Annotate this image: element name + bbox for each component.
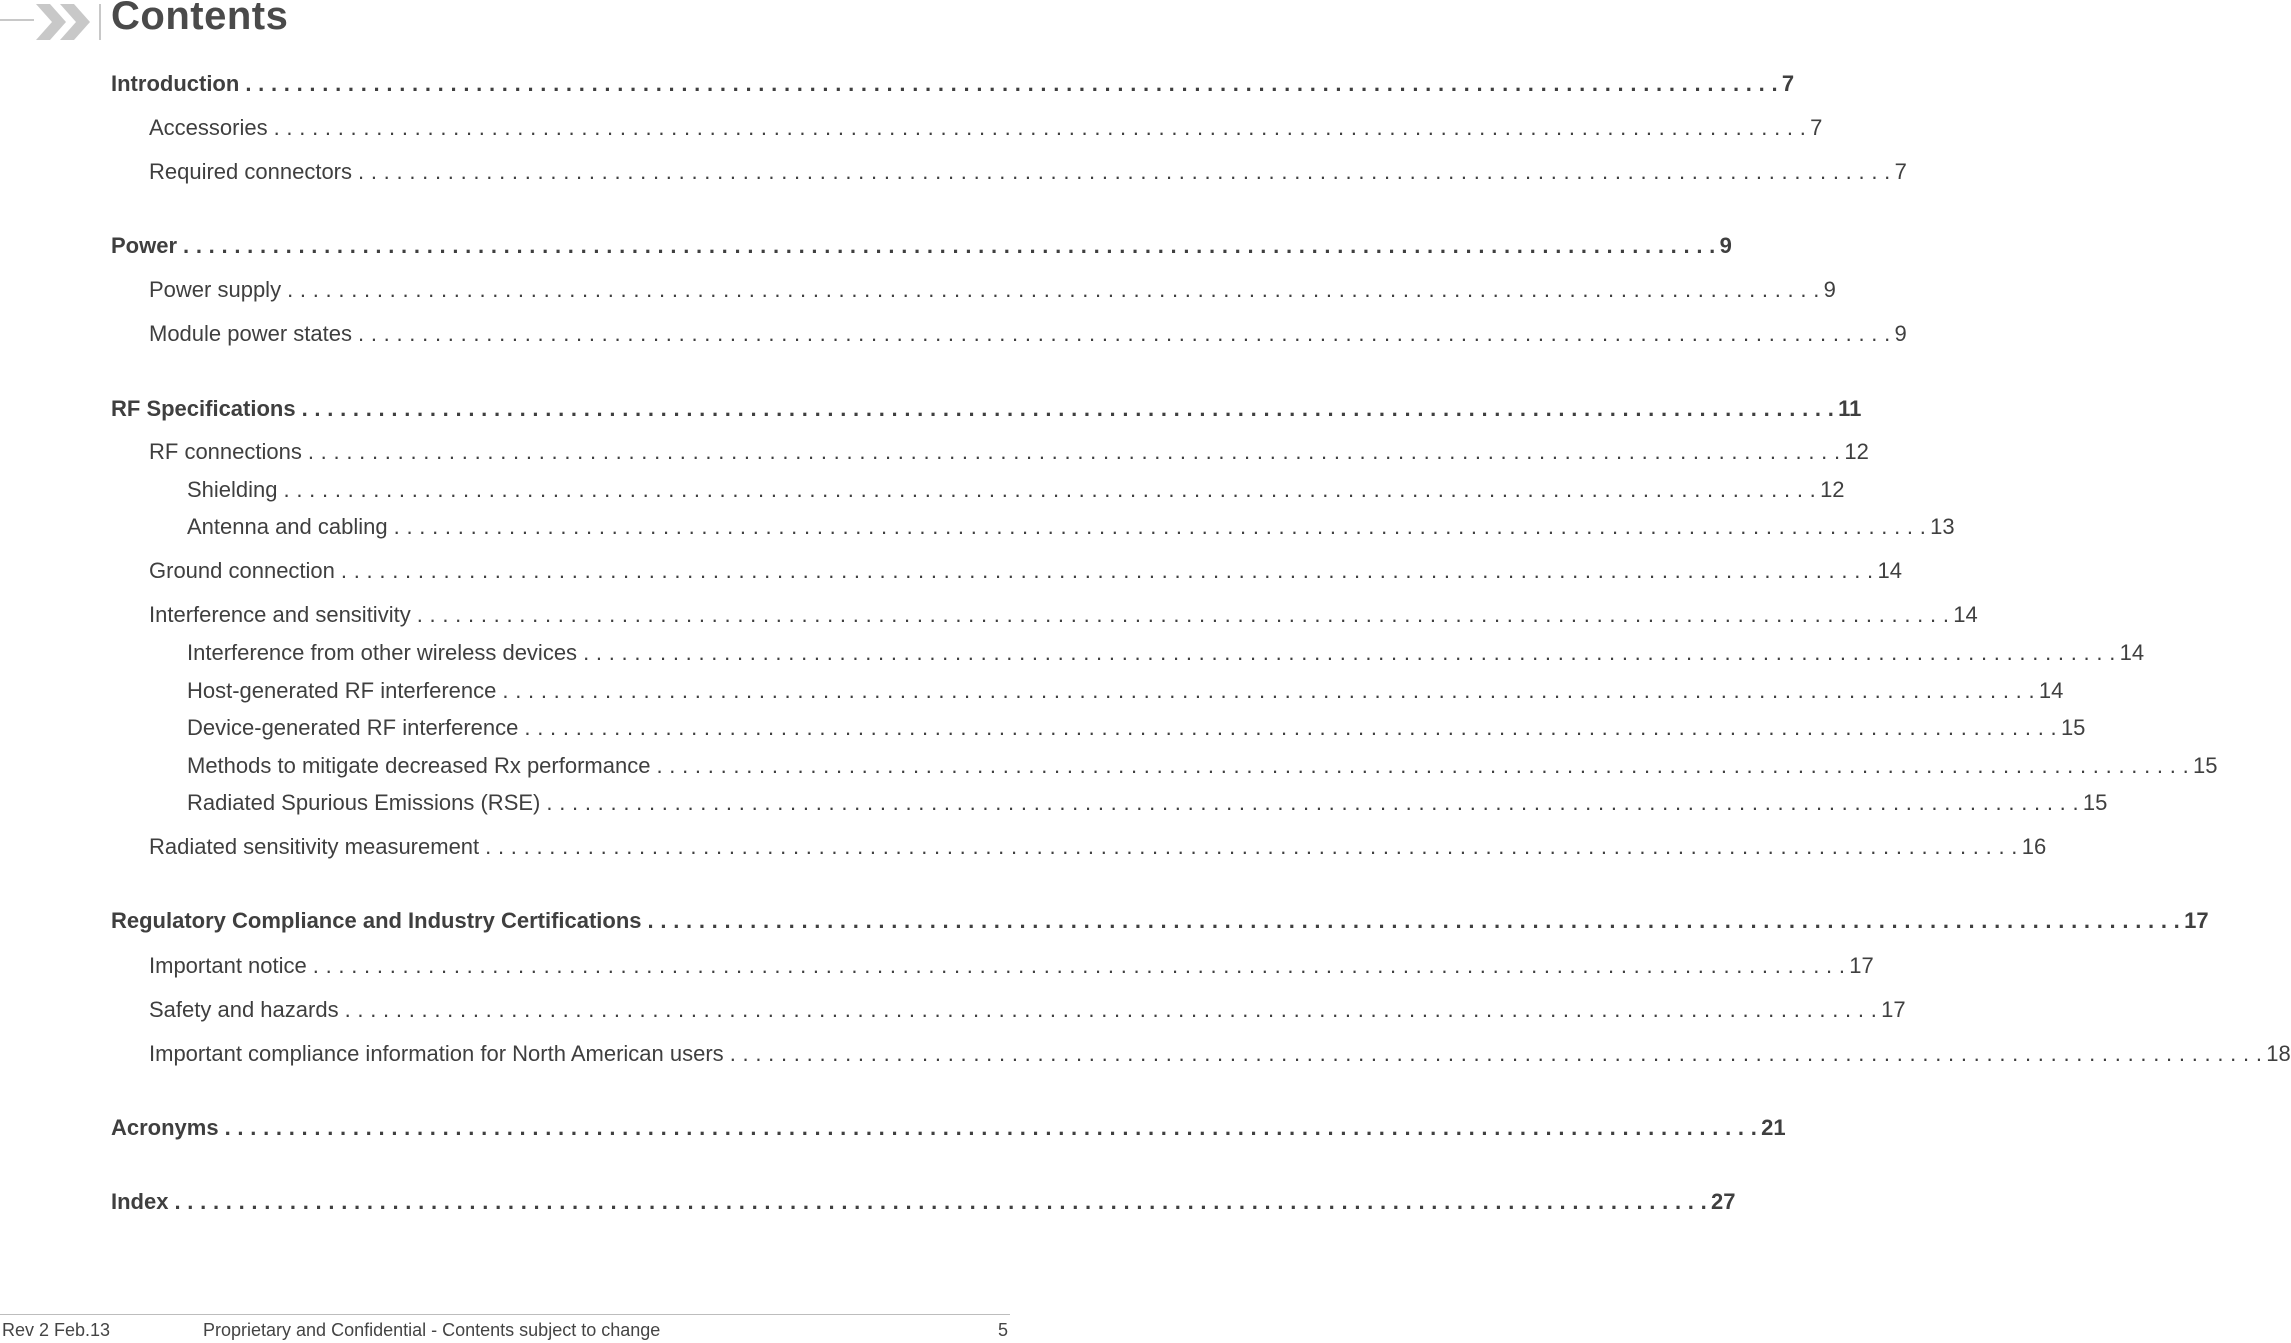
toc-entry-title: Index	[111, 1189, 169, 1214]
dot-leader: . . . . . . . . . . . . . . . . . . . . . . . . . . . . . . . . . . . . . . . . . . . . . . . . . . . . . . . . . . . . . . . . . . . . . . . . . . . . . . . . . . . . . . . . . . . . . . . . . . . . . . . . . . . . . . . . . . . . . . . .	[312, 953, 1846, 978]
footer-page-number: 5	[997, 1320, 1008, 1340]
toc-entry-page: 14	[2038, 678, 2064, 703]
toc-entry-title: Radiated sensitivity measurement	[149, 834, 480, 859]
toc-entry-page: 13	[1930, 514, 1955, 539]
toc-entry-page: 15	[2060, 715, 2086, 740]
footer-divider	[0, 1314, 1010, 1315]
toc-entry-page: 18	[2266, 1041, 2291, 1066]
dot-leader: . . . . . . . . . . . . . . . . . . . . . . . . . . . . . . . . . . . . . . . . . . . . . . . . . . . . . . . . . . . . . . . . . . . . . . . . . . . . . . . . . . . . . . . . . . . . . . . . . . . . . . . . . . . . . . . . . . . . . . . .	[245, 71, 1778, 96]
toc-entry-title: Shielding	[187, 477, 278, 502]
toc-entry-title: Required connectors	[149, 159, 353, 184]
toc-entry-title: Introduction	[111, 71, 240, 96]
toc-entry[interactable]	[187, 514, 1955, 540]
toc-entry-title: Radiated Spurious Emissions (RSE)	[187, 790, 541, 815]
toc-entry-page: 27	[1711, 1189, 1736, 1214]
toc-entry-page: 9	[1823, 277, 1836, 302]
toc-entry[interactable]	[149, 953, 1874, 979]
dot-leader: . . . . . . . . . . . . . . . . . . . . . . . . . . . . . . . . . . . . . . . . . . . . . . . . . . . . . . . . . . . . . . . . . . . . . . . . . . . . . . . . . . . . . . . . . . . . . . . . . . . . . . . . . . . . . . . . . . . . . . . .	[485, 834, 2018, 859]
toc-entry[interactable]	[149, 997, 1906, 1023]
toc-entry-page: 17	[1849, 953, 1874, 978]
toc-entry[interactable]	[149, 277, 1836, 303]
page-title: Contents	[111, 0, 289, 38]
dot-leader: . . . . . . . . . . . . . . . . . . . . . . . . . . . . . . . . . . . . . . . . . . . . . . . . . . . . . . . . . . . . . . . . . . . . . . . . . . . . . . . . . . . . . . . . . . . . . . . . . . . . . . . . . . . . . . . . . . . . . . . .	[174, 1189, 1708, 1214]
toc-entry[interactable]	[149, 439, 1869, 465]
dot-leader: . . . . . . . . . . . . . . . . . . . . . . . . . . . . . . . . . . . . . . . . . . . . . . . . . . . . . . . . . . . . . . . . . . . . . . . . . . . . . . . . . . . . . . . . . . . . . . . . . . . . . . . . . . . . . . . . . . . . . . . .	[340, 558, 1874, 583]
dot-leader: . . . . . . . . . . . . . . . . . . . . . . . . . . . . . . . . . . . . . . . . . . . . . . . . . . . . . . . . . . . . . . . . . . . . . . . . . . . . . . . . . . . . . . . . . . . . . . . . . . . . . . . . . . . . . . . . . . . . . . . .	[301, 396, 1835, 421]
toc-entry-title: Device-generated RF interference	[187, 715, 519, 740]
toc-entry-title: Antenna and cabling	[187, 514, 388, 539]
toc-entry-page: 12	[1844, 439, 1869, 464]
toc-entry[interactable]	[149, 834, 2047, 860]
toc-entry-page: 14	[2119, 640, 2145, 665]
toc-entry-page: 9	[1894, 321, 1907, 346]
toc-entry-page: 14	[1953, 602, 1978, 627]
toc-entry-title: RF Specifications	[111, 396, 296, 421]
toc-entry-title: Safety and hazards	[149, 997, 339, 1022]
dot-leader: . . . . . . . . . . . . . . . . . . . . . . . . . . . . . . . . . . . . . . . . . . . . . . . . . . . . . . . . . . . . . . . . . . . . . . . . . . . . . . . . . . . . . . . . . . . . . . . . . . . . . . . . . . . . . . . . . . . . . . . .	[393, 514, 1927, 539]
dot-leader: . . . . . . . . . . . . . . . . . . . . . . . . . . . . . . . . . . . . . . . . . . . . . . . . . . . . . . . . . . . . . . . . . . . . . . . . . . . . . . . . . . . . . . . . . . . . . . . . . . . . . . . . . . . . . . . . . . . . . . . .	[358, 159, 1891, 184]
toc-entry-page: 7	[1894, 159, 1907, 184]
toc-entry-page: 15	[2193, 753, 2218, 778]
dot-leader: . . . . . . . . . . . . . . . . . . . . . . . . . . . . . . . . . . . . . . . . . . . . . . . . . . . . . . . . . . . . . . . . . . . . . . . . . . . . . . . . . . . . . . . . . . . . . . . . . . . . . . . . . . . . . . . . . . . . . . . .	[524, 715, 2057, 740]
dot-leader: . . . . . . . . . . . . . . . . . . . . . . . . . . . . . . . . . . . . . . . . . . . . . . . . . . . . . . . . . . . . . . . . . . . . . . . . . . . . . . . . . . . . . . . . . . . . . . . . . . . . . . . . . . . . . . . . . . . . . . . .	[656, 753, 2189, 778]
toc-entry-title: RF connections	[149, 439, 302, 464]
dot-leader: . . . . . . . . . . . . . . . . . . . . . . . . . . . . . . . . . . . . . . . . . . . . . . . . . . . . . . . . . . . . . . . . . . . . . . . . . . . . . . . . . . . . . . . . . . . . . . . . . . . . . . . . . . . . . . . . . . . . . . . .	[273, 115, 1807, 140]
toc-entry[interactable]	[111, 1189, 1736, 1215]
footer-notice: Proprietary and Confidential - Contents subject to change	[203, 1320, 661, 1340]
toc-entry-page: 12	[1820, 477, 1845, 502]
footer-revision: Rev 2 Feb.13	[2, 1320, 111, 1340]
toc-entry-page: 11	[1838, 396, 1862, 421]
dot-leader: . . . . . . . . . . . . . . . . . . . . . . . . . . . . . . . . . . . . . . . . . . . . . . . . . . . . . . . . . . . . . . . . . . . . . . . . . . . . . . . . . . . . . . . . . . . . . . . . . . . . . . . . . . . . . . . . . . . . . . . .	[546, 790, 2079, 815]
dot-leader: . . . . . . . . . . . . . . . . . . . . . . . . . . . . . . . . . . . . . . . . . . . . . . . . . . . . . . . . . . . . . . . . . . . . . . . . . . . . . . . . . . . . . . . . . . . . . . . . . . . . . . . . . . . . . . . . . . . . . . . .	[344, 997, 1878, 1022]
toc-entry[interactable]	[111, 908, 2209, 934]
toc-entry-title: Important compliance information for North American users	[149, 1041, 724, 1066]
toc-entry[interactable]	[187, 678, 2064, 704]
toc-entry[interactable]	[149, 1041, 2291, 1067]
toc-entry-title: Acronyms	[111, 1115, 219, 1140]
dot-leader: . . . . . . . . . . . . . . . . . . . . . . . . . . . . . . . . . . . . . . . . . . . . . . . . . . . . . . . . . . . . . . . . . . . . . . . . . . . . . . . . . . . . . . . . . . . . . . . . . . . . . . . . . . . . . . . . . . . . . . . .	[183, 233, 1716, 258]
toc-entry-page: 7	[1810, 115, 1823, 140]
toc-entry-title: Power	[111, 233, 178, 258]
toc-entry[interactable]	[149, 558, 1902, 584]
toc-entry-page: 16	[2021, 834, 2047, 859]
dot-leader: . . . . . . . . . . . . . . . . . . . . . . . . . . . . . . . . . . . . . . . . . . . . . . . . . . . . . . . . . . . . . . . . . . . . . . . . . . . . . . . . . . . . . . . . . . . . . . . . . . . . . . . . . . . . . . . . . . . . . . . .	[307, 439, 1841, 464]
toc-entry[interactable]	[111, 1115, 1786, 1141]
dot-leader: . . . . . . . . . . . . . . . . . . . . . . . . . . . . . . . . . . . . . . . . . . . . . . . . . . . . . . . . . . . . . . . . . . . . . . . . . . . . . . . . . . . . . . . . . . . . . . . . . . . . . . . . . . . . . . . . . . . . . . . .	[647, 908, 2181, 933]
toc-entry[interactable]	[111, 396, 1862, 422]
toc-entry[interactable]	[149, 602, 1978, 628]
toc-entry-title: Accessories	[149, 115, 268, 140]
dot-leader: . . . . . . . . . . . . . . . . . . . . . . . . . . . . . . . . . . . . . . . . . . . . . . . . . . . . . . . . . . . . . . . . . . . . . . . . . . . . . . . . . . . . . . . . . . . . . . . . . . . . . . . . . . . . . . . . . . . . . . . .	[224, 1115, 1758, 1140]
toc-entry-title: Power supply	[149, 277, 282, 302]
toc-entry-page: 21	[1761, 1115, 1786, 1140]
dot-leader: . . . . . . . . . . . . . . . . . . . . . . . . . . . . . . . . . . . . . . . . . . . . . . . . . . . . . . . . . . . . . . . . . . . . . . . . . . . . . . . . . . . . . . . . . . . . . . . . . . . . . . . . . . . . . . . . . . . . . . . .	[283, 477, 1817, 502]
toc-entry[interactable]	[187, 715, 2086, 741]
toc-entry-page: 14	[1877, 558, 1902, 583]
toc-entry-title: Host-generated RF interference	[187, 678, 497, 703]
toc-entry-title: Regulatory Compliance and Industry Certifications	[111, 908, 642, 933]
toc-entry-title: Interference from other wireless devices	[187, 640, 578, 665]
dot-leader: . . . . . . . . . . . . . . . . . . . . . . . . . . . . . . . . . . . . . . . . . . . . . . . . . . . . . . . . . . . . . . . . . . . . . . . . . . . . . . . . . . . . . . . . . . . . . . . . . . . . . . . . . . . . . . . . . . . . . . . .	[502, 678, 2035, 703]
toc-entry[interactable]	[187, 790, 2108, 816]
dot-leader: . . . . . . . . . . . . . . . . . . . . . . . . . . . . . . . . . . . . . . . . . . . . . . . . . . . . . . . . . . . . . . . . . . . . . . . . . . . . . . . . . . . . . . . . . . . . . . . . . . . . . . . . . . . . . . . . . . . . . . . .	[729, 1041, 2263, 1066]
toc-entry-page: 17	[1881, 997, 1906, 1022]
toc-entry-page: 9	[1719, 233, 1732, 258]
toc-entry-page: 15	[2082, 790, 2108, 815]
toc-entry-page: 7	[1781, 71, 1795, 96]
toc-entry[interactable]	[149, 115, 1823, 141]
chevron-arrows-icon	[0, 0, 110, 44]
toc-entry[interactable]	[187, 753, 2218, 779]
toc-entry[interactable]	[111, 71, 1795, 97]
toc-entry-title: Important notice	[149, 953, 307, 978]
toc-entry[interactable]	[187, 640, 2145, 666]
toc-entry[interactable]	[149, 321, 1907, 347]
toc-entry[interactable]	[187, 477, 1845, 503]
dot-leader: . . . . . . . . . . . . . . . . . . . . . . . . . . . . . . . . . . . . . . . . . . . . . . . . . . . . . . . . . . . . . . . . . . . . . . . . . . . . . . . . . . . . . . . . . . . . . . . . . . . . . . . . . . . . . . . . . . . . . . . .	[358, 321, 1891, 346]
toc-entry-title: Methods to mitigate decreased Rx performance	[187, 753, 651, 778]
toc-entry[interactable]	[111, 233, 1732, 259]
toc-entry-title: Ground connection	[149, 558, 335, 583]
dot-leader: . . . . . . . . . . . . . . . . . . . . . . . . . . . . . . . . . . . . . . . . . . . . . . . . . . . . . . . . . . . . . . . . . . . . . . . . . . . . . . . . . . . . . . . . . . . . . . . . . . . . . . . . . . . . . . . . . . . . . . . .	[416, 602, 1950, 627]
toc-entry-title: Module power states	[149, 321, 352, 346]
dot-leader: . . . . . . . . . . . . . . . . . . . . . . . . . . . . . . . . . . . . . . . . . . . . . . . . . . . . . . . . . . . . . . . . . . . . . . . . . . . . . . . . . . . . . . . . . . . . . . . . . . . . . . . . . . . . . . . . . . . . . . . .	[583, 640, 2116, 665]
dot-leader: . . . . . . . . . . . . . . . . . . . . . . . . . . . . . . . . . . . . . . . . . . . . . . . . . . . . . . . . . . . . . . . . . . . . . . . . . . . . . . . . . . . . . . . . . . . . . . . . . . . . . . . . . . . . . . . . . . . . . . . .	[287, 277, 1820, 302]
toc-entry-page: 17	[2184, 908, 2209, 933]
toc-entry-title: Interference and sensitivity	[149, 602, 411, 627]
toc-entry[interactable]	[149, 159, 1907, 185]
